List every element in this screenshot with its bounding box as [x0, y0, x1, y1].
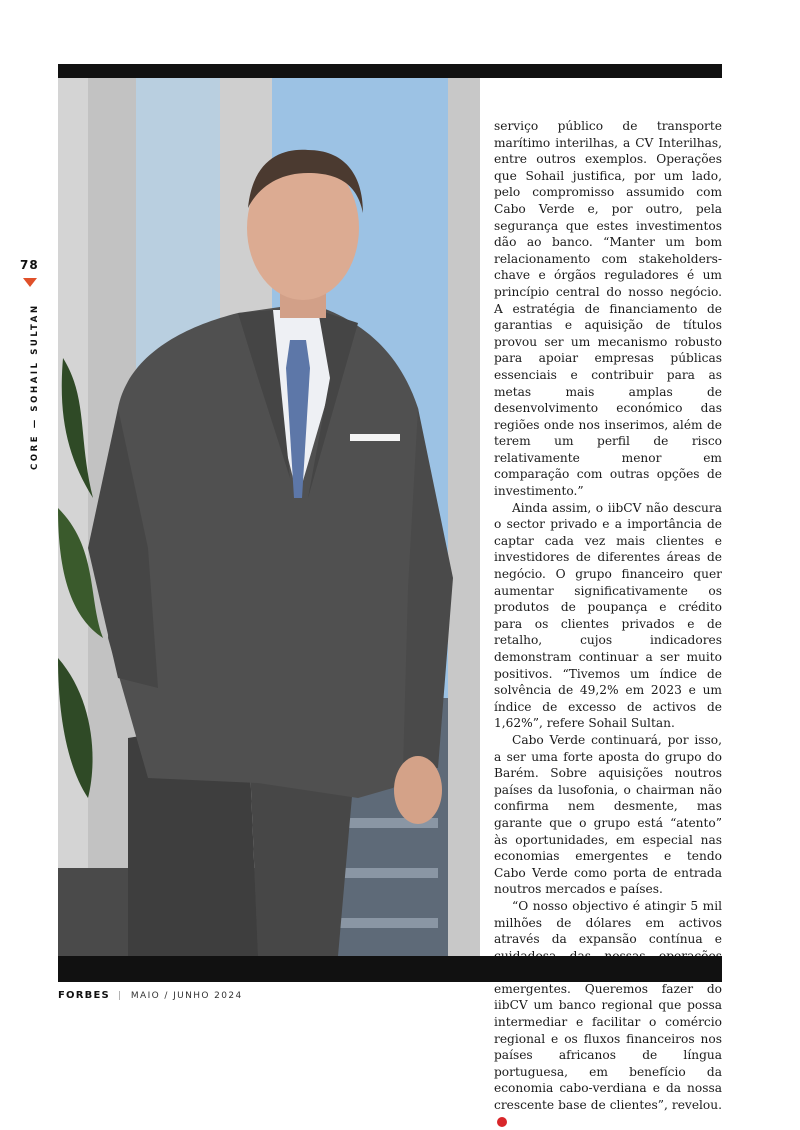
article-paragraph: Ainda assim, o iibCV não descura o sector privado e a importância de captar cada vez mais clientes e investidores de diferentes áreas de negócio. O grupo financeiro quer aumentar significativamente os produtos de poupança e crédito para os clientes privados e de retalho, cujos indicadores demonstram continuar a ser muito positivos. “Tivemos um índice de solvência de 49,2% em 2023 e um índice de excesso de activos de 1,62%”, refere Sohail Sultan.: [494, 500, 722, 731]
top-rule: [58, 64, 722, 78]
page-footer: [58, 990, 243, 1001]
article-paragraph: serviço público de transporte marítimo interilhas, a CV Interilhas, entre outros exemplos. Operações que Sohail justifica, por um lado, pelo compromisso assumido com Cabo Verde e, por outro, pela segurança que estes investimentos dão ao banco. “Manter um bom relacionamento com stakeholders-chave e órgãos reguladores é um princípio central do nosso negócio. A estratégia de financiamento de garantias e aquisição de títulos provou ser um mecanismo robusto para apoiar empresas públicas essenciais e contribuir para as metas mais amplas de desenvolvimento económico das regiões onde nos inserimos, além de terem um perfil de risco relativamente menor em comparação com outras opções de investimento.”: [494, 119, 722, 499]
footer-issue: MAIO / JUNHO 2024: [130, 991, 243, 1001]
portrait-photo: [58, 78, 480, 956]
article-paragraph: Cabo Verde continuará, por isso, a ser uma forte aposta do grupo do Barém. Sobre aquisições noutros países da lusofonia, o chairman não confirma nem desmente, mas garante que o grupo está “atento” às oportunidades, em especial nas economias emergentes e tendo Cabo Verde como porta de entrada noutros mercados e países.: [494, 732, 722, 897]
footer-brand: FORBES: [58, 990, 110, 1001]
article-paragraph: [494, 898, 722, 1130]
bottom-rule: [58, 956, 722, 982]
section-label: CORE — SOHAIL SULTAN: [30, 303, 40, 470]
portrait-illustration: [58, 78, 480, 956]
article-paragraph-text: “O nosso objectivo é atingir 5 mil milhões de dólares em activos através da expansão contínua e emergentes. Queremos fazer do iibCV um banco regional que possa intermediar e facilitar o comércio regional e os fluxos financeiros nos países africanos de língua portuguesa, em benefício da economia cabo-verdiana e da nossa crescente base de clientes”, revelou.: [494, 898, 722, 1113]
footer-separator: |: [118, 991, 123, 1001]
page-number: 78: [20, 258, 39, 272]
forbes-end-mark-icon: F: [497, 1117, 507, 1127]
page-marker-triangle-icon: [23, 278, 37, 287]
